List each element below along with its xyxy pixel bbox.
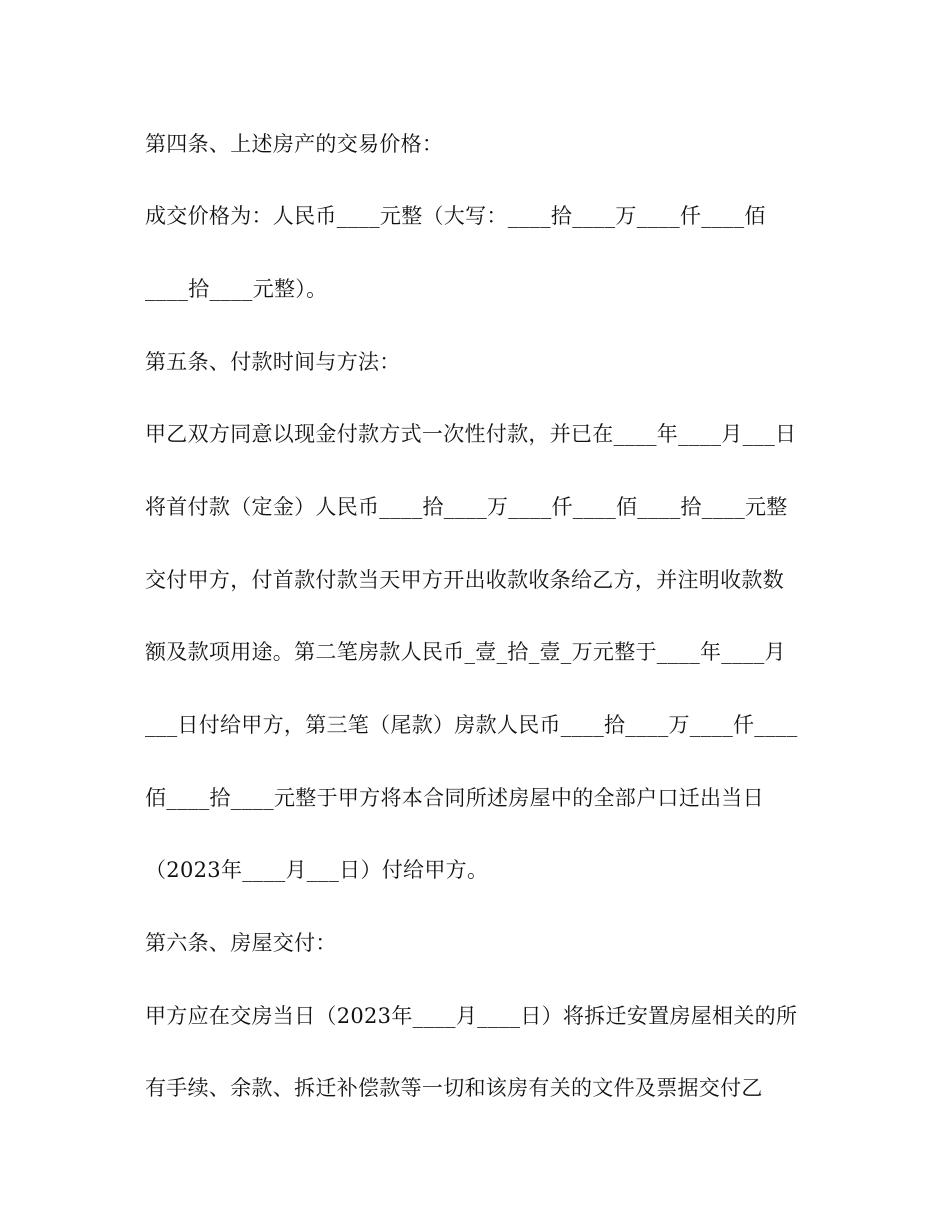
payment-line-1: 甲乙双方同意以现金付款方式一次性付款，并已在____年____月___日 xyxy=(145,422,797,446)
payment-line-6: 佰____拾____元整于甲方将本合同所述房屋中的全部户口迁出当日 xyxy=(145,786,764,810)
price-line-1: 成交价格为：人民币____元整（大写：____拾____万____仟____佰 xyxy=(145,204,766,228)
article-4-heading: 第四条、上述房产的交易价格： xyxy=(145,132,444,156)
delivery-line-2: 有手续、余款、拆迁补偿款等一切和该房有关的文件及票据交付乙 xyxy=(145,1076,763,1100)
payment-line-3: 交付甲方，付首款付款当天甲方开出收款收条给乙方，并注明收款数 xyxy=(145,568,784,592)
delivery-line-1: 甲方应在交房当日（2023年____月____日）将拆迁安置房屋相关的所 xyxy=(145,1004,798,1028)
payment-line-2: 将首付款（定金）人民币____拾____万____仟____佰____拾____元整 xyxy=(145,495,788,519)
article-5-heading: 第五条、付款时间与方法： xyxy=(145,350,401,374)
price-line-2: ____拾____元整）。 xyxy=(145,277,328,301)
payment-line-7: （2023年____月___日）付给甲方。 xyxy=(145,858,489,882)
article-6-heading: 第六条、房屋交付： xyxy=(145,931,337,955)
payment-line-4: 额及款项用途。第二笔房款人民币_壹_拾_壹_万元整于____年____月 xyxy=(145,640,786,664)
payment-line-5: ___日付给甲方，第三笔（尾款）房款人民币____拾____万____仟____ xyxy=(145,713,798,737)
